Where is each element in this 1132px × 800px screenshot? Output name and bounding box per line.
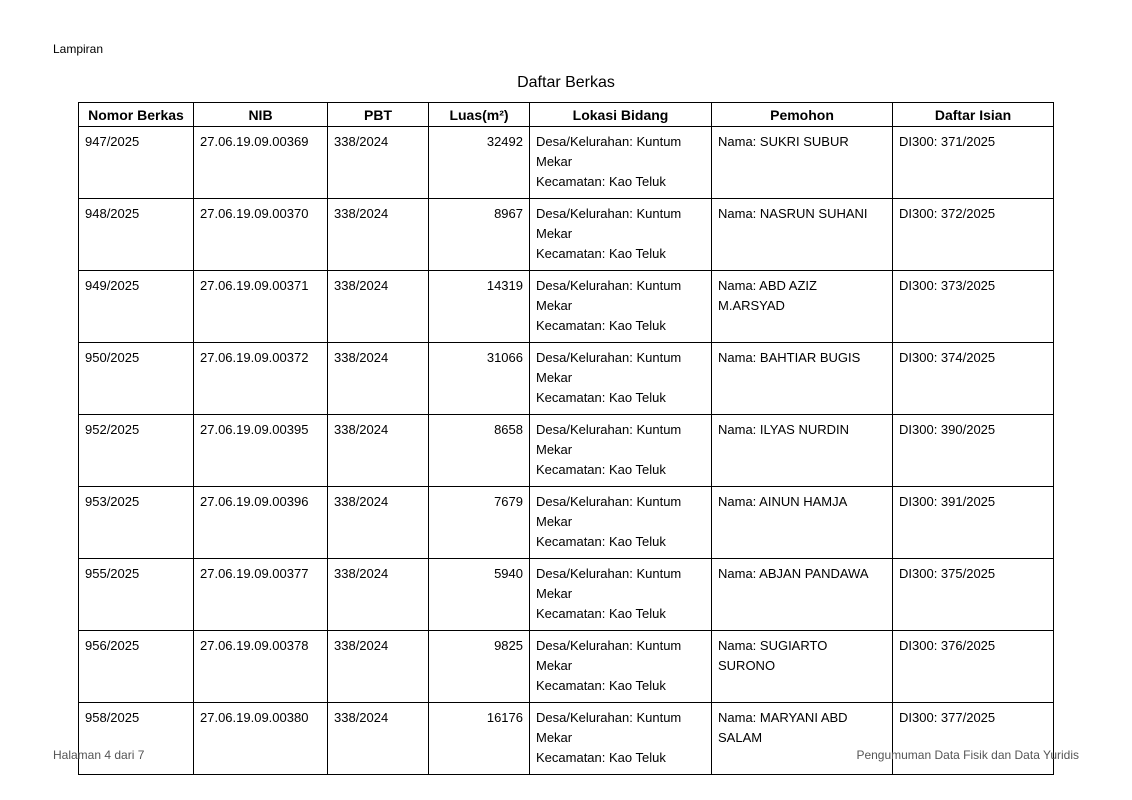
table-row — [79, 271, 1054, 343]
column-header: Pemohon — [712, 103, 893, 127]
lokasi-line: Kecamatan: Kao Teluk — [536, 318, 666, 333]
nib-cell: 27.06.19.09.00380 — [194, 703, 328, 775]
lokasi-line: Desa/Kelurahan: Kuntum — [536, 278, 682, 293]
nomor-berkas-cell: 958/2025 — [79, 703, 194, 775]
lokasi-line: Mekar — [536, 226, 573, 241]
nomor-berkas-cell: 949/2025 — [79, 271, 194, 343]
daftar-isian-cell: DI300: 371/2025 — [893, 127, 1054, 199]
lokasi-line: Mekar — [536, 370, 573, 385]
pemohon-cell: Nama: SUKRI SUBUR — [712, 127, 893, 199]
table-row — [79, 559, 1054, 631]
pbt-cell: 338/2024 — [328, 271, 429, 343]
lokasi-line: Mekar — [536, 658, 573, 673]
daftar-isian-cell: DI300: 373/2025 — [893, 271, 1054, 343]
nib-cell: 27.06.19.09.00372 — [194, 343, 328, 415]
daftar-isian-cell: DI300: 391/2025 — [893, 487, 1054, 559]
nomor-berkas-cell: 956/2025 — [79, 631, 194, 703]
lokasi-line: Desa/Kelurahan: Kuntum — [536, 134, 682, 149]
pbt-cell: 338/2024 — [328, 559, 429, 631]
table-row — [79, 631, 1054, 703]
daftar-isian-cell: DI300: 374/2025 — [893, 343, 1054, 415]
lokasi-cell — [530, 631, 712, 703]
pemohon-cell: Nama: NASRUN SUHANI — [712, 199, 893, 271]
daftar-isian-cell: DI300: 376/2025 — [893, 631, 1054, 703]
column-header: Nomor Berkas — [79, 103, 194, 127]
daftar-isian-cell: DI300: 390/2025 — [893, 415, 1054, 487]
lokasi-line: Mekar — [536, 154, 573, 169]
lokasi-line: Kecamatan: Kao Teluk — [536, 606, 666, 621]
nib-cell: 27.06.19.09.00370 — [194, 199, 328, 271]
lokasi-line: Desa/Kelurahan: Kuntum — [536, 494, 682, 509]
lokasi-line: Kecamatan: Kao Teluk — [536, 390, 666, 405]
table-row — [79, 127, 1054, 199]
luas-cell: 7679 — [429, 487, 530, 559]
nib-cell: 27.06.19.09.00378 — [194, 631, 328, 703]
lokasi-cell — [530, 559, 712, 631]
nomor-berkas-cell: 948/2025 — [79, 199, 194, 271]
lokasi-line: Kecamatan: Kao Teluk — [536, 174, 666, 189]
pbt-cell: 338/2024 — [328, 199, 429, 271]
lokasi-cell — [530, 343, 712, 415]
daftar-isian-cell: DI300: 375/2025 — [893, 559, 1054, 631]
column-header: NIB — [194, 103, 328, 127]
document-title: Daftar Berkas — [517, 74, 615, 91]
pemohon-cell: Nama: MARYANI ABD SALAM — [712, 703, 893, 775]
table-row — [79, 343, 1054, 415]
pbt-cell: 338/2024 — [328, 343, 429, 415]
pemohon-cell: Nama: ABD AZIZ M.ARSYAD — [712, 271, 893, 343]
lokasi-line: Desa/Kelurahan: Kuntum — [536, 710, 682, 725]
pbt-cell: 338/2024 — [328, 703, 429, 775]
luas-cell: 32492 — [429, 127, 530, 199]
nomor-berkas-cell: 950/2025 — [79, 343, 194, 415]
pbt-cell: 338/2024 — [328, 631, 429, 703]
column-header: Lokasi Bidang — [530, 103, 712, 127]
lokasi-cell — [530, 199, 712, 271]
lokasi-line: Mekar — [536, 730, 573, 745]
pemohon-cell: Nama: BAHTIAR BUGIS — [712, 343, 893, 415]
lokasi-line: Mekar — [536, 298, 573, 313]
lokasi-line: Mekar — [536, 586, 573, 601]
luas-cell: 5940 — [429, 559, 530, 631]
lokasi-line: Desa/Kelurahan: Kuntum — [536, 206, 682, 221]
table-row — [79, 199, 1054, 271]
pemohon-cell: Nama: ABJAN PANDAWA — [712, 559, 893, 631]
nomor-berkas-cell: 952/2025 — [79, 415, 194, 487]
luas-cell: 16176 — [429, 703, 530, 775]
table-row — [79, 703, 1054, 775]
daftar-isian-cell: DI300: 377/2025 — [893, 703, 1054, 775]
lokasi-line: Desa/Kelurahan: Kuntum — [536, 638, 682, 653]
lokasi-cell — [530, 487, 712, 559]
berkas-table — [78, 102, 1054, 775]
table-row — [79, 487, 1054, 559]
table-row — [79, 415, 1054, 487]
nib-cell: 27.06.19.09.00396 — [194, 487, 328, 559]
lokasi-cell — [530, 703, 712, 775]
nomor-berkas-cell: 955/2025 — [79, 559, 194, 631]
lokasi-line: Mekar — [536, 514, 573, 529]
lokasi-line: Desa/Kelurahan: Kuntum — [536, 422, 682, 437]
page-header-label: Lampiran — [53, 42, 104, 56]
nib-cell: 27.06.19.09.00377 — [194, 559, 328, 631]
lokasi-line: Kecamatan: Kao Teluk — [536, 462, 666, 477]
luas-cell: 14319 — [429, 271, 530, 343]
page-number: Halaman 4 dari 7 — [53, 748, 145, 762]
pbt-cell: 338/2024 — [328, 127, 429, 199]
lokasi-line: Kecamatan: Kao Teluk — [536, 246, 666, 261]
column-header: PBT — [328, 103, 429, 127]
pbt-cell: 338/2024 — [328, 487, 429, 559]
pemohon-cell: Nama: AINUN HAMJA — [712, 487, 893, 559]
lokasi-cell — [530, 127, 712, 199]
lokasi-line: Desa/Kelurahan: Kuntum — [536, 350, 682, 365]
daftar-isian-cell: DI300: 372/2025 — [893, 199, 1054, 271]
lokasi-cell — [530, 271, 712, 343]
column-header: Daftar Isian — [893, 103, 1054, 127]
luas-cell: 8967 — [429, 199, 530, 271]
nib-cell: 27.06.19.09.00369 — [194, 127, 328, 199]
pbt-cell: 338/2024 — [328, 415, 429, 487]
luas-cell: 9825 — [429, 631, 530, 703]
table-header-row — [79, 103, 1054, 127]
nomor-berkas-cell: 947/2025 — [79, 127, 194, 199]
lokasi-line: Kecamatan: Kao Teluk — [536, 750, 666, 765]
luas-cell: 31066 — [429, 343, 530, 415]
nib-cell: 27.06.19.09.00395 — [194, 415, 328, 487]
pemohon-cell: Nama: ILYAS NURDIN — [712, 415, 893, 487]
lokasi-line: Kecamatan: Kao Teluk — [536, 678, 666, 693]
column-header: Luas(m²) — [429, 103, 530, 127]
lokasi-cell — [530, 415, 712, 487]
lokasi-line: Desa/Kelurahan: Kuntum — [536, 566, 682, 581]
lokasi-line: Mekar — [536, 442, 573, 457]
nib-cell: 27.06.19.09.00371 — [194, 271, 328, 343]
nomor-berkas-cell: 953/2025 — [79, 487, 194, 559]
pemohon-cell: Nama: SUGIARTO SURONO — [712, 631, 893, 703]
lokasi-line: Kecamatan: Kao Teluk — [536, 534, 666, 549]
document-name-footer: Pengumuman Data Fisik dan Data Yuridis — [856, 748, 1079, 762]
luas-cell: 8658 — [429, 415, 530, 487]
